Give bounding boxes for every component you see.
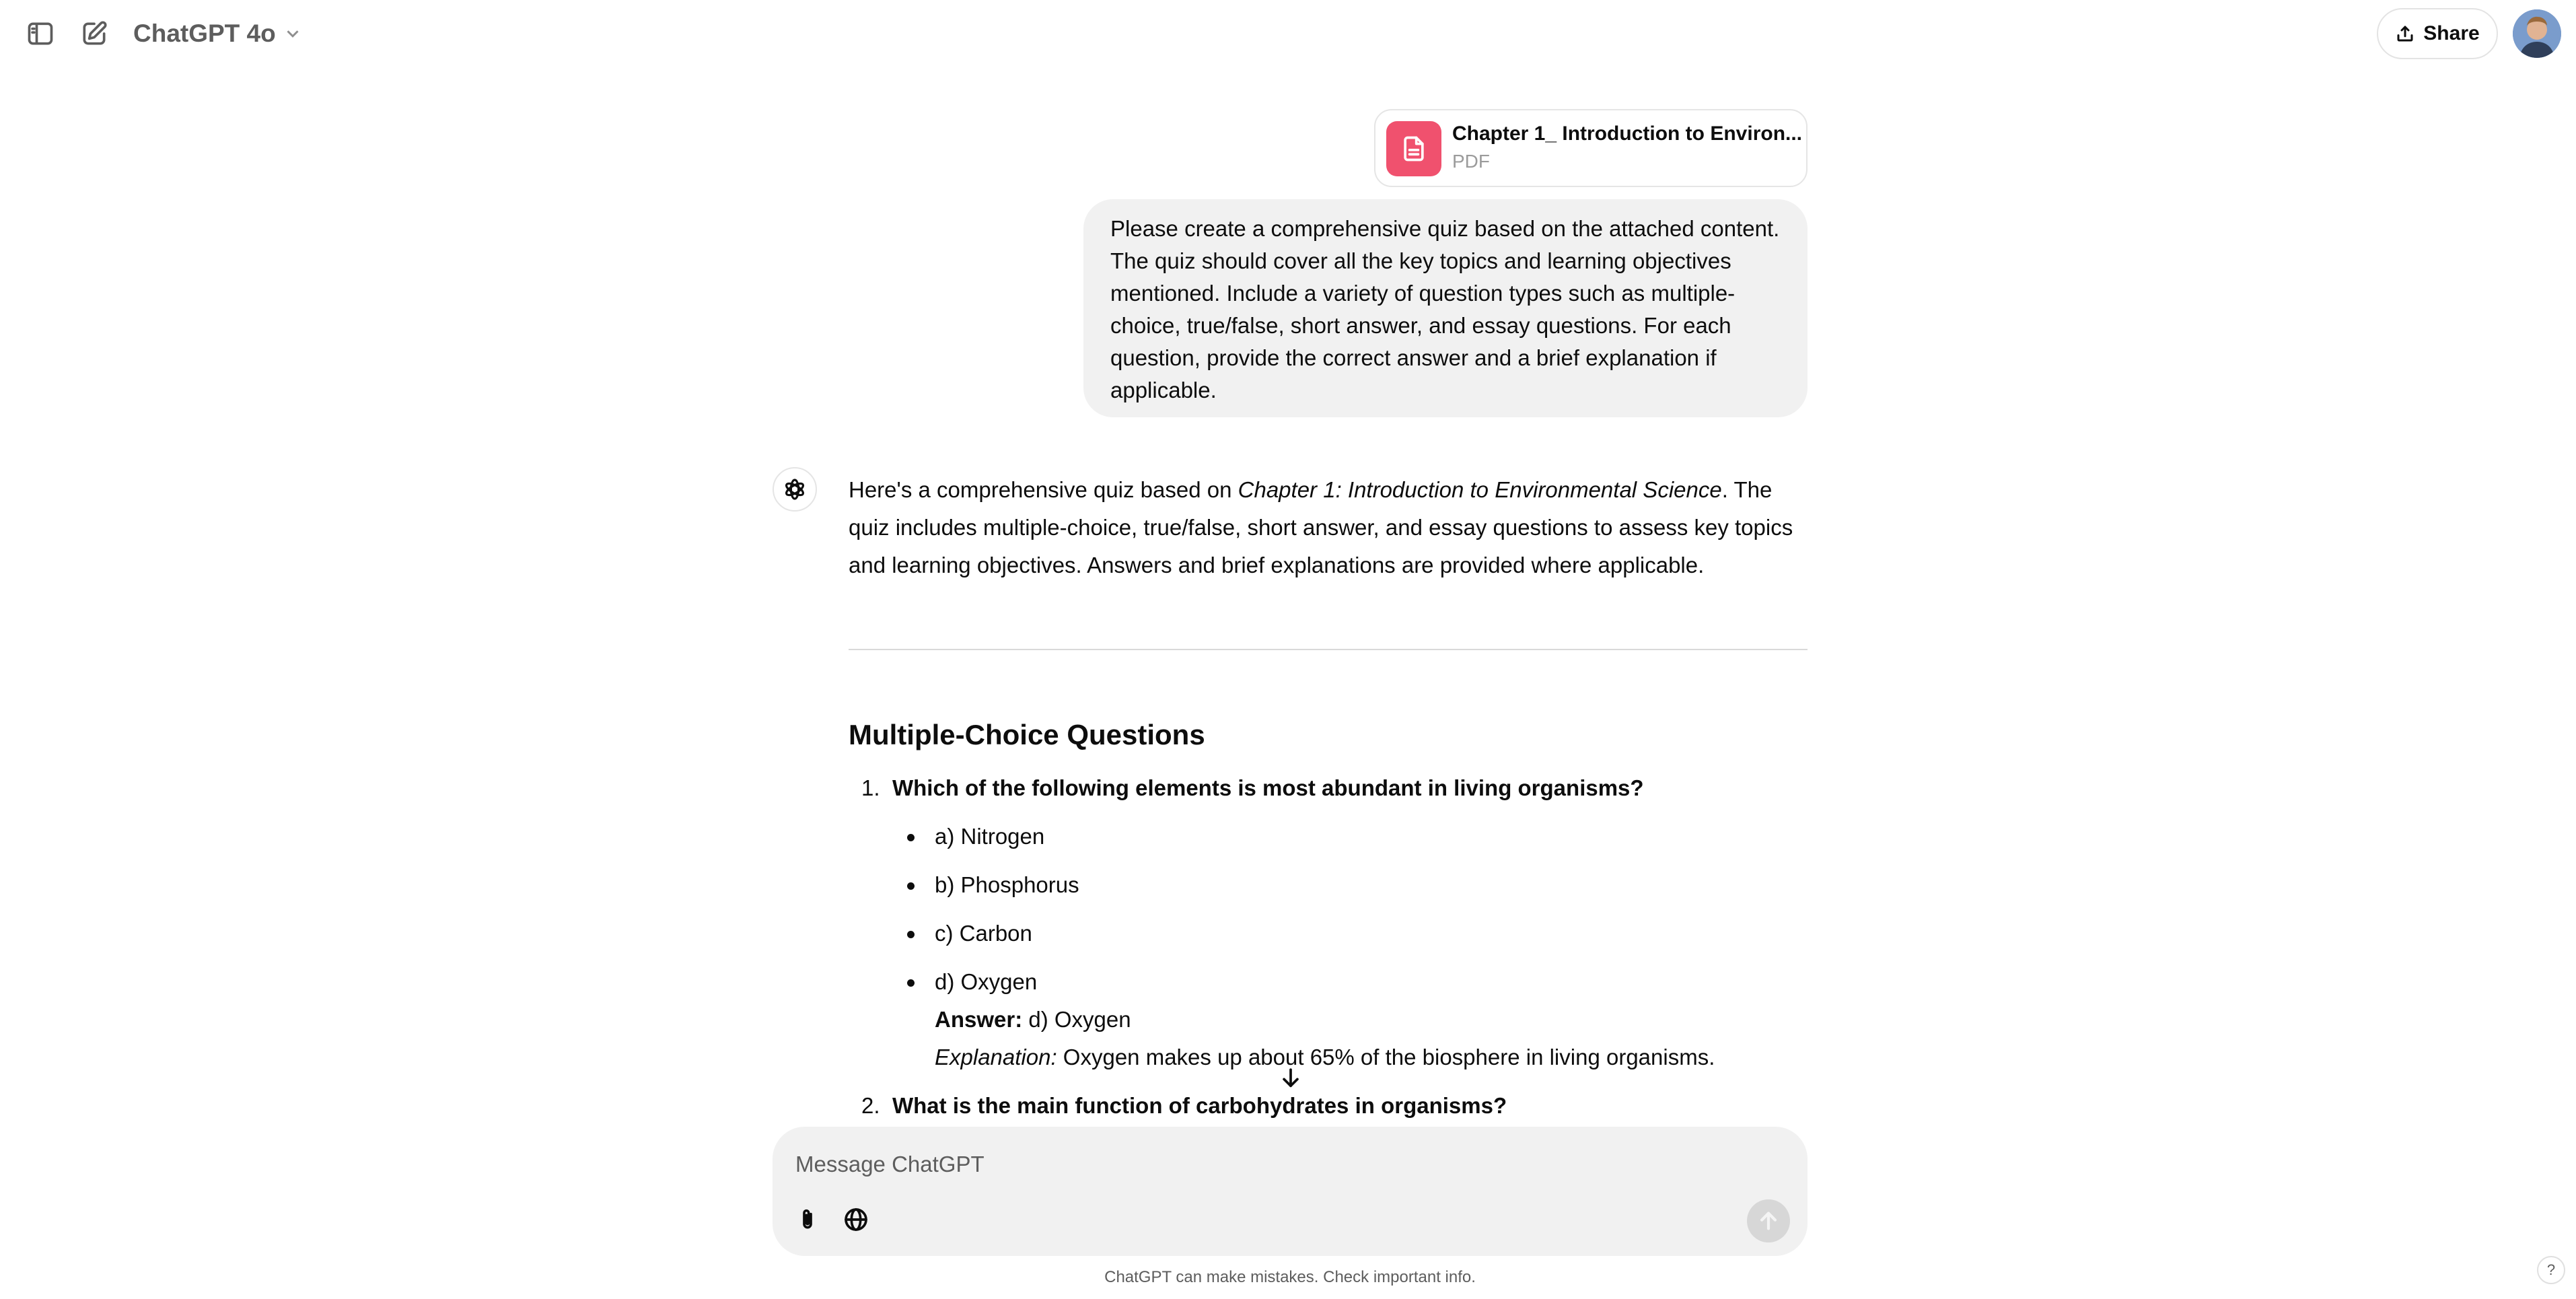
openai-logo-icon	[781, 475, 809, 503]
assistant-intro: Here's a comprehensive quiz based on Chapter 1: Introduction to Environmental Science. The quiz includes multiple-choice, true/false, short answer, and essay questions to assess key topics and learning objectives. Answers and brief explanations are provided where applicable.	[849, 477, 1793, 577]
arrow-down-icon	[1279, 1065, 1302, 1091]
user-message-bubble	[1083, 199, 1808, 417]
sidebar-icon	[26, 19, 55, 48]
attachment-card[interactable]	[1374, 109, 1808, 187]
chapter-title: Chapter 1: Introduction to Environmental Science	[1238, 477, 1722, 502]
model-selector[interactable]	[133, 15, 303, 52]
scroll-to-bottom-button[interactable]	[1277, 1063, 1304, 1093]
answer-option: a) Nitrogen	[935, 824, 1045, 849]
document-icon	[1386, 121, 1441, 176]
new-chat-button[interactable]	[73, 12, 116, 55]
question-text: Which of the following elements is most abundant in living organisms?	[892, 775, 1644, 800]
arrow-up-icon	[1757, 1209, 1780, 1232]
bullet	[907, 931, 915, 938]
message-input[interactable]	[795, 1144, 1738, 1185]
bullet	[907, 834, 915, 841]
share-icon	[2395, 24, 2415, 44]
divider	[849, 649, 1808, 650]
attachment-name: Chapter 1_ Introduction to Environ...	[1452, 122, 1803, 145]
user-avatar[interactable]	[2513, 9, 2561, 58]
globe-icon	[843, 1206, 869, 1233]
help-button[interactable]: ?	[2537, 1256, 2565, 1284]
share-button[interactable]	[2377, 8, 2498, 59]
web-search-button[interactable]	[837, 1201, 875, 1238]
question-text: What is the main function of carbohydrates in organisms?	[892, 1093, 1507, 1118]
share-label: Share	[2423, 22, 2480, 44]
sidebar-toggle-button[interactable]	[19, 12, 62, 55]
attach-button[interactable]	[789, 1201, 826, 1238]
avatar-image	[2513, 9, 2561, 58]
paperclip-icon	[794, 1206, 821, 1233]
answer-option: d) Oxygen	[935, 969, 1038, 994]
attachment-type: PDF	[1452, 151, 1490, 172]
message-composer	[773, 1127, 1808, 1256]
send-button[interactable]	[1747, 1199, 1790, 1242]
model-name: ChatGPT 4o	[133, 20, 276, 47]
bullet	[907, 882, 915, 890]
answer-line: Answer: d) Oxygen	[935, 1007, 1131, 1032]
compose-icon	[79, 19, 109, 48]
answer-option: c) Carbon	[935, 921, 1032, 946]
user-message-text: Please create a comprehensive quiz based on the attached content. The quiz should cover all the key topics and learning objectives mentioned. Include a variety of question types such as multiple-choice, true/false, short answer, and essay questions. For each question, provide the correct answer and a brief explanation if applicable.	[1110, 216, 1780, 402]
answer-option: b) Phosphorus	[935, 872, 1079, 897]
question-number: 2.	[861, 1093, 880, 1118]
question-number: 1.	[861, 775, 880, 800]
section-title: Multiple-Choice Questions	[849, 719, 1205, 750]
disclaimer-text: ChatGPT can make mistakes. Check important info.	[1104, 1268, 1476, 1286]
assistant-avatar	[773, 467, 817, 512]
chevron-down-icon	[283, 24, 303, 44]
bullet	[907, 979, 915, 987]
top-bar	[0, 0, 2576, 67]
explanation-line: Explanation: Oxygen makes up about 65% of the biosphere in living organisms.	[935, 1045, 1715, 1069]
